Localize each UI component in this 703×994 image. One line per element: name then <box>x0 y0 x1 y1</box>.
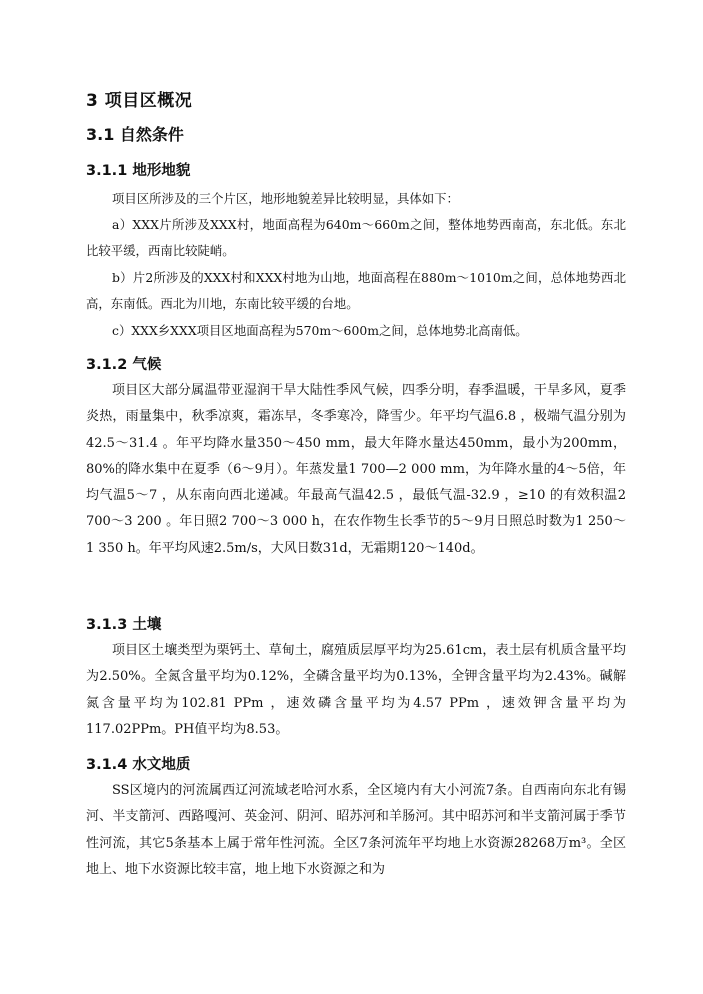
section-3-title: 3 项目区概况 <box>86 91 193 111</box>
soil-paragraph: 项目区土壤类型为栗钙土、草甸土，腐殖质层厚平均为25.61cm，表土层有机质含量平均为2.50%。全氮含量平均为0.12%，全磷含量平均为0.13%，全钾含量平均为2.43%。碱解氮含量平均为102.81 PPm ，速效磷含量平均为4.57 PPm ，速效钾含量平均为117.02PPm。PH值平均为8.53。 <box>86 643 626 737</box>
terrain-intro-paragraph: 项目区所涉及的三个片区，地形地貌差异比较明显，具体如下： <box>112 191 459 206</box>
terrain-item-a-paragraph: a）XXX片所涉及XXX村，地面高程为640m～660m之间，整体地势西南高，东北低。东北比较平缓，西南比较陡峭。 <box>86 217 626 259</box>
section-3-1-4-title: 3.1.4 水文地质 <box>86 757 191 773</box>
section-3-1-2-title: 3.1.2 气候 <box>86 357 162 373</box>
section-3-1-title: 3.1 自然条件 <box>86 125 184 144</box>
section-3-1-3-title: 3.1.3 土壤 <box>86 617 162 633</box>
terrain-item-b-paragraph: b）片2所涉及的XXX村和XXX村地为山地，地面高程在880m～1010m之间，总体地势西北高，东南低。西北为川地，东南比较平缓的台地。 <box>86 270 626 312</box>
hydrology-paragraph: SS区境内的河流属西辽河流域老哈河水系，全区境内有大小河流7条。自西南向东北有锡河、半支箭河、西路嘎河、英金河、阴河、昭苏河和羊肠河。其中昭苏河和半支箭河属于季节性河流，其它5条基本上属于常年性河流。全区7条河流年平均地上水资源28268万m³。全区地上、地下水资源比较丰富，地上地下水资源之和为 <box>86 783 626 877</box>
climate-paragraph: 项目区大部分属温带亚湿润干旱大陆性季风气候，四季分明，春季温暖，干旱多风，夏季炎热，雨量集中，秋季凉爽，霜冻早，冬季寒冷，降雪少。年平均气温6.8 ，极端气温分别为42.5～31.4 。年平均降水量350～450 mm，最大年降水量达450mm，最小为200mm，80%的降水集中在夏季（6～9月）。年蒸发量1 700—2 000 mm，为年降水量的4～5倍，年均气温5～7 ，从东南向西北递减。年最高气温42.5 ，最低气温-32.9 ，≥10 的有效积温2 700～3 200 。年日照2 700～3 000 h，在农作物生长季节的5～9月日照总时数为1 250～1 350 h。年平均风速2.5m/s，大风日数31d，无霜期120～140d。 <box>86 383 626 556</box>
terrain-item-c-paragraph: c）XXX乡XXX项目区地面高程为570m～600m之间，总体地势北高南低。 <box>112 323 528 338</box>
section-3-1-1-title: 3.1.1 地形地貌 <box>86 163 191 179</box>
